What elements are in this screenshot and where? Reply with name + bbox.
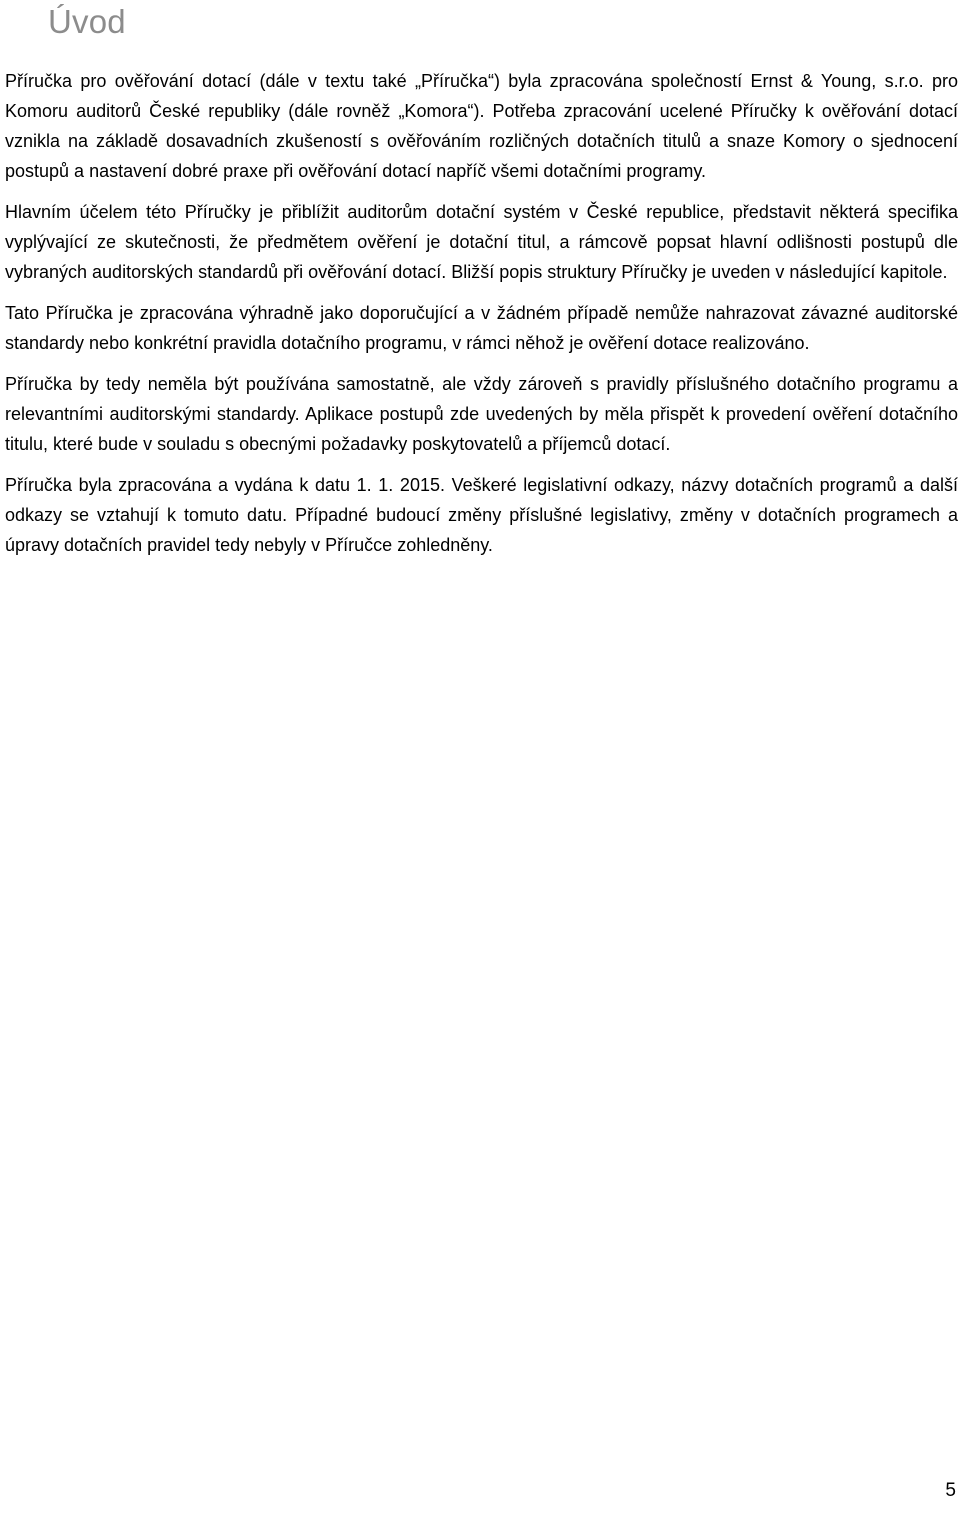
paragraph-usage: Příručka by tedy neměla být používána samostatně, ale vždy zároveň s pravidly příslušného dotačního programu a relevantními auditorskými standardy. Aplikace postupů zde uvedených by měla přispět k provedení ověření dotačního titulu, které bude v souladu s obecnými požadavky poskytovatelů a příjemců dotací. xyxy=(5,374,958,454)
paragraph-purpose: Hlavním účelem této Příručky je přiblížit auditorům dotační systém v České republice, představit některá specifika vyplývající ze skutečnosti, že předmětem ověření je dotační titul, a rámcově popsat hlavní odlišnosti postupů dle vybraných auditorských standardů při ověřování dotací. Bližší popis struktury Příručky je uveden v následující kapitole. xyxy=(5,202,958,282)
paragraph-disclaimer: Tato Příručka je zpracována výhradně jako doporučující a v žádném případě nemůže nahrazovat závazné auditorské standardy nebo konkrétní pravidla dotačního programu, v rámci něhož je ověření dotace realizováno. xyxy=(5,303,958,353)
page-number: 5 xyxy=(945,1480,956,1501)
paragraph-intro: Příručka pro ověřování dotací (dále v textu také „Příručka“) byla zpracována společností Ernst & Young, s.r.o. pro Komoru auditorů České republiky (dále rovněž „Komora“). Potřeba zpracování ucelené Příručky k ověřování dotací vznikla na základě dosavadních zkušeností s ověřováním rozličných dotačních titulů a snaze Komory o sjednocení postupů a nastavení dobré praxe při ověřování dotací napříč všemi dotačními programy. xyxy=(5,71,958,181)
section-heading: Úvod xyxy=(48,3,126,40)
paragraph-validity-date: Příručka byla zpracována a vydána k datu 1. 1. 2015. Veškeré legislativní odkazy, názvy dotačních programů a další odkazy se vztahují k tomuto datu. Případné budoucí změny příslušné legislativy, změny v dotačních programech a úpravy dotačních pravidel tedy nebyly v Příručce zohledněny. xyxy=(5,475,958,555)
body-text xyxy=(5,66,958,571)
